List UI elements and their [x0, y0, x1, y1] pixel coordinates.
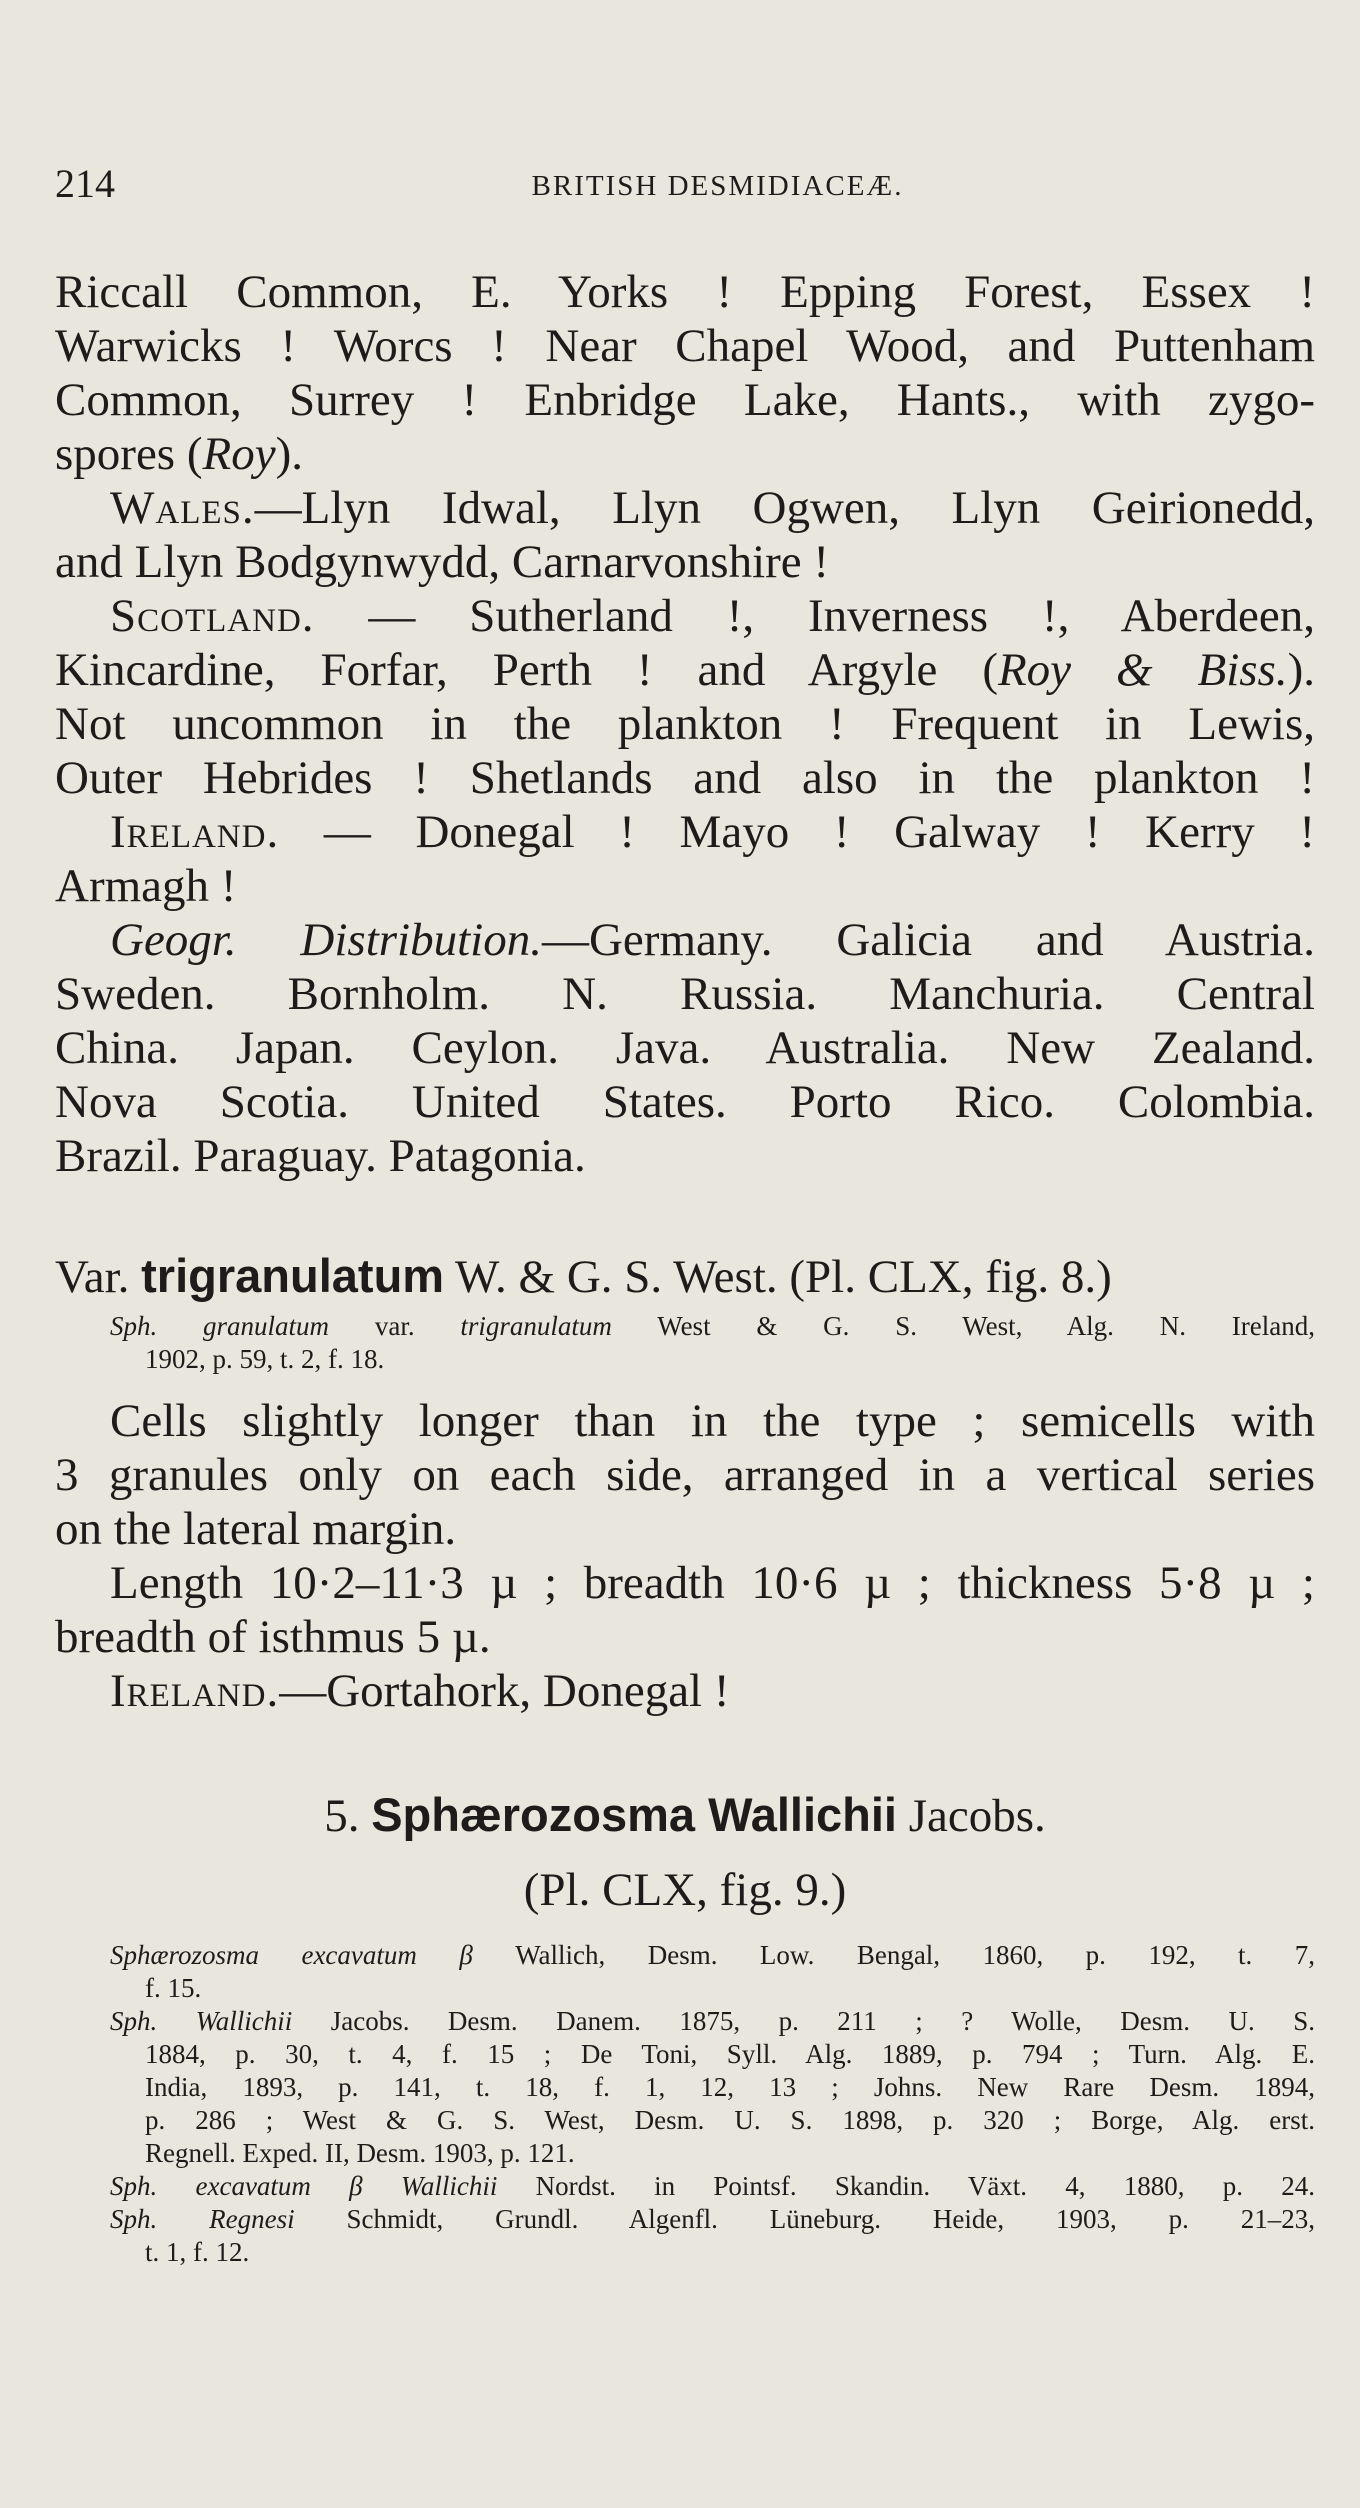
synonym-ref: 1884, p. 30, t. 4, f. 15 ; De Toni, Syll. Alg. 1889, p. 794 ; Turn. Alg. E.: [145, 2039, 1315, 2069]
page-number: 214: [55, 161, 115, 206]
scotland-line: Scotland. — Sutherland !, Inverness !, Aberdeen,: [110, 590, 1315, 642]
distribution-line: Geogr. Distribution.—Germany. Galicia and Austria.: [110, 914, 1315, 966]
text-line: Nova Scotia. United States. Porto Rico. Colombia.: [55, 1076, 1315, 1128]
region-label: Ireland.: [110, 1665, 280, 1717]
synonym-ref: Sphærozosma excavatum β Wallich, Desm. Low. Bengal, 1860, p. 192, t. 7,: [110, 1940, 1315, 1970]
region-label: Wales.: [110, 482, 255, 534]
ireland-line: Ireland.—Gortahork, Donegal !: [110, 1665, 730, 1717]
synonym-ref: Sph. granulatum var. trigranulatum West & G. S. West, Alg. N. Ireland,: [110, 1311, 1315, 1341]
text-line: Warwicks ! Worcs ! Near Chapel Wood, and Puttenham: [55, 320, 1315, 372]
synonym-ref: Sph. Wallichii Jacobs. Desm. Danem. 1875, p. 211 ; ? Wolle, Desm. U. S.: [110, 2006, 1315, 2036]
synonym-ref: India, 1893, p. 141, t. 18, f. 1, 12, 13 ; Johns. New Rare Desm. 1894,: [145, 2072, 1315, 2102]
region-label: Ireland.: [110, 806, 280, 858]
description-line: Cells slightly longer than in the type ; semicells with: [110, 1395, 1315, 1447]
text-line: Kincardine, Forfar, Perth ! and Argyle (Roy & Biss.).: [55, 644, 1315, 696]
text-line: Not uncommon in the plankton ! Frequent in Lewis,: [55, 698, 1315, 750]
synonym-ref: t. 1, f. 12.: [145, 2237, 250, 2267]
text-line: spores (Roy).: [55, 428, 303, 480]
text-line: Common, Surrey ! Enbridge Lake, Hants., with zygo-: [55, 374, 1315, 426]
text-line: Sweden. Bornholm. N. Russia. Manchuria. Central: [55, 968, 1315, 1020]
region-label: Scotland.: [110, 590, 315, 642]
synonym-ref: 1902, p. 59, t. 2, f. 18.: [145, 1344, 385, 1374]
measurement-line: breadth of isthmus 5 µ.: [55, 1611, 491, 1663]
page-header: [55, 160, 1300, 210]
synonym-ref: Regnell. Exped. II, Desm. 1903, p. 121.: [145, 2138, 575, 2168]
text-line: and Llyn Bodgynwydd, Carnarvonshire !: [55, 536, 830, 588]
text-line: Armagh !: [55, 860, 237, 912]
species-heading: 5. Sphærozosma Wallichii Jacobs.: [324, 1788, 1046, 1842]
text-line: China. Japan. Ceylon. Java. Australia. New Zealand.: [55, 1022, 1315, 1074]
synonym-ref: p. 286 ; West & G. S. West, Desm. U. S. 1898, p. 320 ; Borge, Alg. erst.: [145, 2105, 1315, 2135]
synonym-ref: Sph. excavatum β Wallichii Nordst. in Pointsf. Skandin. Växt. 4, 1880, p. 24.: [110, 2171, 1316, 2201]
text-line: Outer Hebrides ! Shetlands and also in the plankton !: [55, 752, 1315, 804]
description-line: 3 granules only on each side, arranged in a vertical series: [55, 1449, 1315, 1501]
description-line: on the lateral margin.: [55, 1503, 457, 1555]
synonym-ref: f. 15.: [145, 1973, 202, 2003]
distribution-label: Geogr. Distribution.: [110, 914, 542, 966]
wales-line: Wales.—Llyn Idwal, Llyn Ogwen, Llyn Geirionedd,: [110, 482, 1315, 534]
measurement-line: Length 10·2–11·3 µ ; breadth 10·6 µ ; thickness 5·8 µ ;: [110, 1557, 1315, 1609]
text-line: Brazil. Paraguay. Patagonia.: [55, 1130, 586, 1182]
variety-heading: Var. trigranulatum W. & G. S. West. (Pl. CLX, fig. 8.): [55, 1249, 1112, 1303]
ireland-line: Ireland. — Donegal ! Mayo ! Galway ! Kerry !: [110, 806, 1315, 858]
synonym-ref: Sph. Regnesi Schmidt, Grundl. Algenfl. Lüneburg. Heide, 1903, p. 21–23,: [110, 2204, 1315, 2234]
page-body: [55, 265, 1315, 2269]
running-title: BRITISH DESMIDIACEÆ.: [531, 170, 904, 202]
plate-reference: (Pl. CLX, fig. 9.): [523, 1864, 847, 1916]
text-line: Riccall Common, E. Yorks ! Epping Forest, Essex !: [55, 266, 1315, 318]
